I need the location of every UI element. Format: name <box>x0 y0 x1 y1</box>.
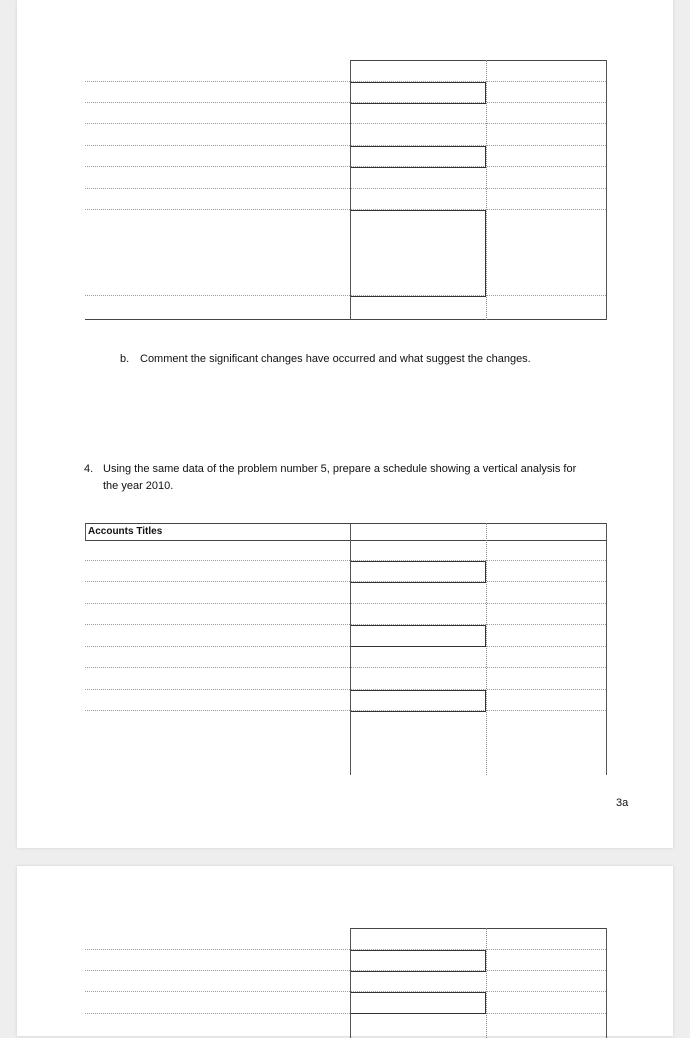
column-divider <box>486 928 487 1038</box>
column-divider <box>350 928 351 1038</box>
table-row <box>85 167 606 189</box>
item-4-marker: 4. <box>84 463 94 475</box>
table-row <box>85 992 606 1014</box>
column-divider <box>350 523 351 775</box>
column-divider <box>85 523 86 541</box>
answer-table-1 <box>85 60 606 320</box>
amount-cell[interactable] <box>350 210 486 297</box>
column-divider <box>350 60 351 320</box>
vertical-analysis-table <box>85 523 606 775</box>
amount-cell[interactable] <box>350 625 486 647</box>
table-row <box>85 690 606 711</box>
table-row <box>85 928 606 950</box>
table-row <box>85 103 606 124</box>
item-4-line-1: Using the same data of the problem number 5, prepare a schedule showing a vertical analysis for <box>103 463 577 475</box>
amount-cell[interactable] <box>350 950 486 972</box>
amount-cell[interactable] <box>350 561 486 583</box>
accounts-titles-header: Accounts Titles <box>88 526 163 537</box>
table-row <box>85 971 606 992</box>
column-divider <box>606 928 607 1038</box>
table-row <box>85 189 606 210</box>
amount-cell[interactable] <box>350 82 486 104</box>
table-row <box>85 604 606 625</box>
table-row <box>85 124 606 146</box>
answer-table-continued <box>85 928 606 1038</box>
item-b-text: Comment the significant changes have occurred and what suggest the changes. <box>140 353 531 365</box>
table-row <box>85 210 606 296</box>
amount-cell[interactable] <box>350 992 486 1014</box>
table-row <box>85 582 606 604</box>
table-row <box>85 561 606 582</box>
page-number: 3a <box>616 797 629 809</box>
table-row <box>85 82 606 103</box>
column-divider <box>486 60 487 320</box>
table-row <box>85 668 606 690</box>
table-row <box>85 296 606 320</box>
document-page-1 <box>17 0 673 848</box>
table-row <box>85 541 606 561</box>
item-4-line-2: the year 2010. <box>103 480 174 492</box>
item-b-marker: b. <box>120 353 130 365</box>
table-row <box>85 647 606 668</box>
table-row <box>85 625 606 647</box>
amount-cell[interactable] <box>350 690 486 712</box>
amount-cell[interactable] <box>350 146 486 168</box>
document-page-2 <box>17 866 673 1036</box>
table-row <box>85 146 606 167</box>
column-divider <box>606 60 607 320</box>
column-divider <box>486 523 487 775</box>
column-divider <box>606 523 607 775</box>
table-row <box>85 950 606 971</box>
table-row <box>85 60 606 82</box>
table-header-row <box>85 523 606 541</box>
